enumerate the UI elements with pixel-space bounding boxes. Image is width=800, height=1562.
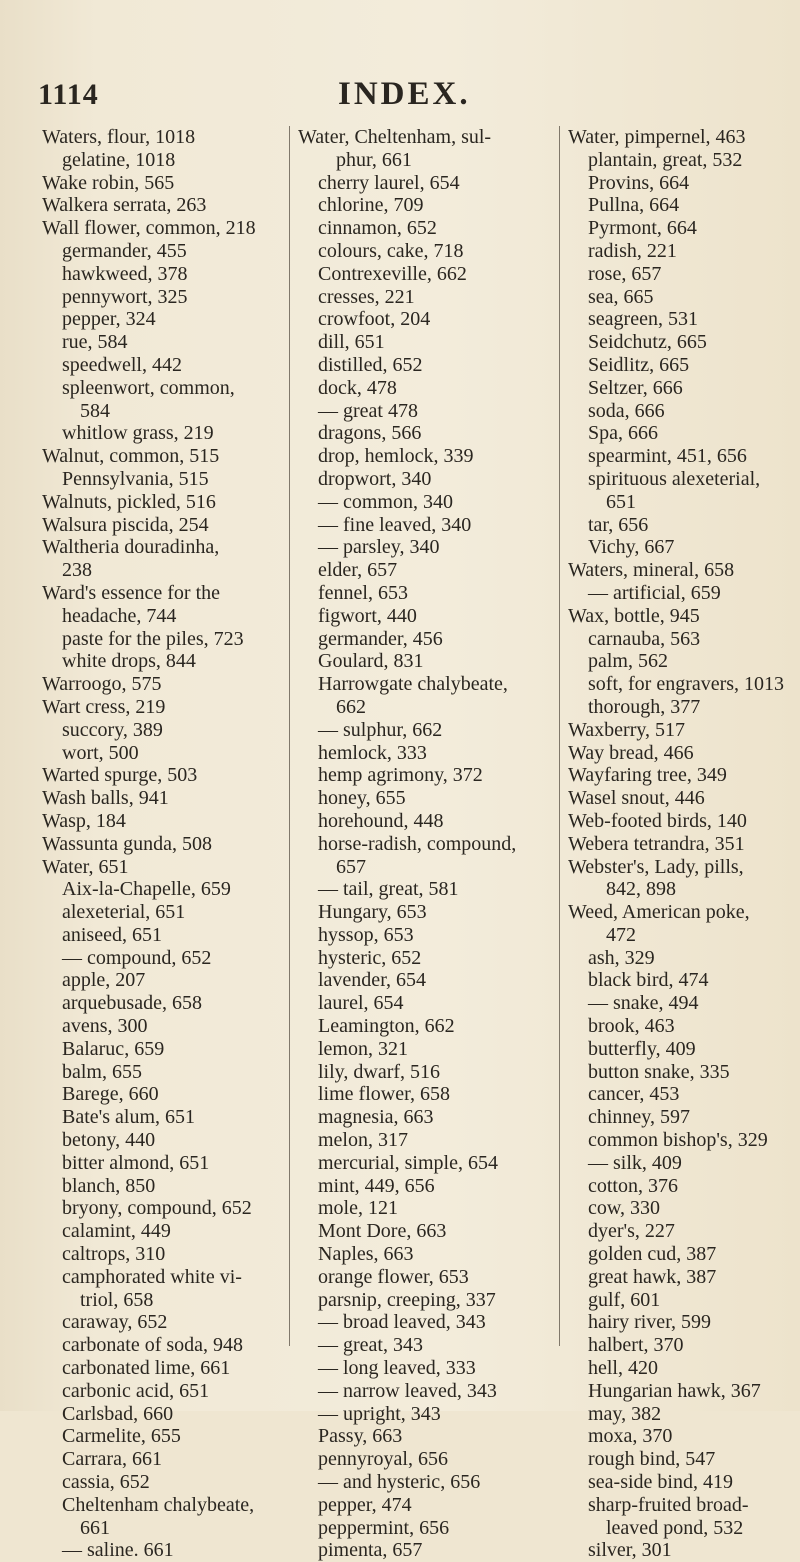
index-entry: lily, dwarf, 516 (318, 1060, 441, 1083)
column-divider (559, 126, 560, 1346)
index-entry: thorough, 377 (588, 695, 701, 718)
index-entry: — narrow leaved, 343 (318, 1379, 497, 1402)
index-entry: — silk, 409 (588, 1151, 682, 1174)
index-entry: — snake, 494 (588, 992, 699, 1015)
index-entry: hell, 420 (588, 1357, 658, 1380)
index-entry: rough bind, 547 (588, 1448, 716, 1471)
index-entry: Wake robin, 565 (42, 171, 175, 194)
index-entry: Aix-la-Chapelle, 659 (62, 878, 231, 901)
index-entry: leaved pond, 532 (606, 1516, 744, 1539)
index-entry: hawkweed, 378 (62, 262, 188, 285)
index-entry: lemon, 321 (318, 1037, 408, 1060)
index-entry: Water, Cheltenham, sul- (298, 126, 492, 148)
index-entry: cherry laurel, 654 (318, 171, 460, 194)
index-entry: 842, 898 (606, 878, 676, 901)
index-entry: 657 (336, 855, 366, 878)
index-entry: Pennsylvania, 515 (62, 467, 209, 490)
index-entry: 238 (62, 559, 92, 582)
index-entry: blanch, 850 (62, 1174, 156, 1197)
index-entry: whitlow grass, 219 (62, 422, 214, 445)
index-entry: Wasp, 184 (42, 809, 126, 832)
index-entry: carbonic acid, 651 (62, 1379, 210, 1402)
index-entry: 661 (80, 1516, 110, 1539)
index-entry: Pullna, 664 (588, 194, 680, 217)
index-entry: Warted spurge, 503 (42, 764, 198, 787)
index-entry: parsnip, creeping, 337 (318, 1288, 496, 1311)
index-entry: peppermint, 656 (318, 1516, 450, 1539)
index-entry: great hawk, 387 (588, 1265, 717, 1288)
index-entry: chinney, 597 (588, 1106, 691, 1129)
index-entry: sea, 665 (588, 285, 654, 308)
index-entry: Webster's, Lady, pills, (568, 855, 744, 878)
index-entry: — saline. 661 (62, 1539, 174, 1562)
index-entry: mercurial, simple, 654 (318, 1151, 498, 1174)
index-entry: — parsley, 340 (318, 536, 440, 559)
index-entry: cow, 330 (588, 1197, 661, 1220)
index-entry: Wasel snout, 446 (568, 787, 705, 810)
index-entry: mole, 121 (318, 1197, 398, 1220)
index-entry: seagreen, 531 (588, 308, 698, 331)
index-entry: Spa, 666 (588, 422, 658, 445)
index-entry: sea-side bind, 419 (588, 1471, 733, 1494)
index-entry: Waters, flour, 1018 (42, 126, 196, 148)
index-entry: palm, 562 (588, 650, 668, 673)
index-entry: orange flower, 653 (318, 1265, 469, 1288)
index-entry: pimenta, 657 (318, 1539, 423, 1562)
index-entry: honey, 655 (318, 787, 406, 810)
index-entry: Carlsbad, 660 (62, 1402, 174, 1425)
index-entry: Naples, 663 (318, 1243, 414, 1266)
index-entry: lavender, 654 (318, 969, 427, 992)
index-entry: Carrara, 661 (62, 1448, 162, 1471)
index-entry: tar, 656 (588, 513, 649, 536)
index-entry: 584 (80, 399, 110, 422)
index-entry: moxa, 370 (588, 1425, 673, 1448)
index-column-1 (42, 126, 312, 1562)
index-entry: — fine leaved, 340 (318, 513, 472, 536)
index-entry: hemp agrimony, 372 (318, 764, 483, 787)
index-entry: halbert, 370 (588, 1334, 684, 1357)
index-entry: soft, for engravers, 1013 (588, 673, 785, 696)
index-entry: Walnuts, pickled, 516 (42, 490, 216, 513)
index-entry: gelatine, 1018 (62, 148, 176, 171)
index-entry: rose, 657 (588, 262, 662, 285)
index-entry: ash, 329 (588, 946, 655, 969)
index-entry: — great 478 (318, 399, 418, 422)
index-entry: succory, 389 (62, 718, 163, 741)
index-entry: melon, 317 (318, 1129, 408, 1152)
index-entry: paste for the piles, 723 (62, 627, 244, 650)
index-entry: Passy, 663 (318, 1425, 403, 1448)
index-entry: distilled, 652 (318, 353, 423, 376)
index-entry: horehound, 448 (318, 809, 444, 832)
index-entry: chlorine, 709 (318, 194, 424, 217)
index-entry: betony, 440 (62, 1129, 156, 1152)
index-column-2 (298, 126, 570, 1562)
index-entry: caltrops, 310 (62, 1243, 166, 1266)
index-entry: Seltzer, 666 (588, 376, 683, 399)
index-entry: Wart cress, 219 (42, 695, 166, 718)
index-column-3 (568, 126, 800, 1562)
index-entry: colours, cake, 718 (318, 239, 464, 262)
index-entry: Barege, 660 (62, 1083, 159, 1106)
index-entry: aniseed, 651 (62, 923, 162, 946)
index-entry: silver, 301 (588, 1539, 672, 1562)
index-entry: dropwort, 340 (318, 467, 432, 490)
index-entry: carnauba, 563 (588, 627, 701, 650)
index-entry: fennel, 653 (318, 581, 408, 604)
index-entry: cassia, 652 (62, 1471, 150, 1494)
index-entry: bryony, compound, 652 (62, 1197, 252, 1220)
index-entry: Wash balls, 941 (42, 787, 169, 810)
index-entry: Wax, bottle, 945 (568, 604, 700, 627)
index-entry: rue, 584 (62, 331, 128, 354)
index-entry: Water, pimpernel, 463 (568, 126, 746, 148)
index-entry: radish, 221 (588, 239, 677, 262)
index-entry: calamint, 449 (62, 1220, 171, 1243)
index-entry: dock, 478 (318, 376, 397, 399)
index-entry: Waltheria douradinha, (42, 536, 220, 559)
index-entry: Seidchutz, 665 (588, 331, 707, 354)
index-entry: Harrowgate chalybeate, (318, 673, 508, 696)
index-entry: spearmint, 451, 656 (588, 445, 747, 468)
index-entry: triol, 658 (80, 1288, 154, 1311)
index-entry: Pyrmont, 664 (588, 217, 697, 240)
index-entry: drop, hemlock, 339 (318, 445, 474, 468)
index-entry: Hungary, 653 (318, 901, 427, 924)
index-entry: magnesia, 663 (318, 1106, 434, 1129)
index-entry: 472 (606, 923, 636, 946)
index-entry: alexeterial, 651 (62, 901, 186, 924)
index-entry: spirituous alexeterial, (588, 467, 761, 490)
index-entry: headache, 744 (62, 604, 177, 627)
index-entry: white drops, 844 (62, 650, 196, 673)
index-entry: butterfly, 409 (588, 1037, 696, 1060)
index-entry: laurel, 654 (318, 992, 404, 1015)
index-entry: Walkera serrata, 263 (42, 194, 207, 217)
index-entry: Balaruc, 659 (62, 1037, 165, 1060)
index-entry: hemlock, 333 (318, 741, 427, 764)
index-entry: Weed, American poke, (568, 901, 750, 924)
index-entry: — long leaved, 333 (318, 1357, 476, 1380)
index-entry: caraway, 652 (62, 1311, 168, 1334)
index-entry: Web-footed birds, 140 (568, 809, 747, 832)
index-entry: horse-radish, compound, (318, 832, 517, 855)
index-entry: Webera tetrandra, 351 (568, 832, 745, 855)
index-entry: Cheltenham chalybeate, (62, 1493, 255, 1516)
index-entry: dragons, 566 (318, 422, 422, 445)
index-entry: Way bread, 466 (568, 741, 694, 764)
index-entry: cancer, 453 (588, 1083, 680, 1106)
page-header (0, 78, 800, 118)
index-entry: figwort, 440 (318, 604, 417, 627)
index-columns (0, 126, 800, 1562)
index-entry: Wassunta gunda, 508 (42, 832, 213, 855)
index-entry: apple, 207 (62, 969, 146, 992)
index-entry: black bird, 474 (588, 969, 709, 992)
index-entry: Seidlitz, 665 (588, 353, 690, 376)
index-entry: cinnamon, 652 (318, 217, 437, 240)
index-entry: Wayfaring tree, 349 (568, 764, 727, 787)
index-entry: Ward's essence for the (42, 581, 221, 604)
index-entry: may, 382 (588, 1402, 662, 1425)
index-entry: hairy river, 599 (588, 1311, 712, 1334)
index-entry: Mont Dore, 663 (318, 1220, 447, 1243)
index-entry: Leamington, 662 (318, 1015, 455, 1038)
index-entry: Goulard, 831 (318, 650, 424, 673)
index-entry: Waxberry, 517 (568, 718, 686, 741)
index-entry: Wall flower, common, 218 (42, 217, 256, 240)
index-entry: elder, 657 (318, 559, 398, 582)
index-entry: soda, 666 (588, 399, 665, 422)
index-entry: dyer's, 227 (588, 1220, 675, 1243)
index-entry: brook, 463 (588, 1015, 675, 1038)
index-entry: cresses, 221 (318, 285, 415, 308)
index-entry: Bate's alum, 651 (62, 1106, 196, 1129)
index-entry: — artificial, 659 (588, 581, 721, 604)
index-entry: pepper, 474 (318, 1493, 412, 1516)
index-entry: — tail, great, 581 (318, 878, 459, 901)
index-entry: Vichy, 667 (588, 536, 675, 559)
index-entry: phur, 661 (336, 148, 412, 171)
index-entry: — common, 340 (318, 490, 453, 513)
index-entry: bitter almond, 651 (62, 1151, 210, 1174)
index-entry: pennywort, 325 (62, 285, 188, 308)
index-entry: mint, 449, 656 (318, 1174, 435, 1197)
index-entry: common bishop's, 329 (588, 1129, 768, 1152)
index-entry: pennyroyal, 656 (318, 1448, 448, 1471)
index-entry: lime flower, 658 (318, 1083, 450, 1106)
index-entry: spleenwort, common, (62, 376, 235, 399)
index-entry: — great, 343 (318, 1334, 423, 1357)
index-entry: dill, 651 (318, 331, 385, 354)
index-entry: Water, 651 (42, 855, 129, 878)
index-entry: 651 (606, 490, 636, 513)
index-entry: — upright, 343 (318, 1402, 441, 1425)
index-entry: button snake, 335 (588, 1060, 730, 1083)
index-entry: hysteric, 652 (318, 946, 422, 969)
index-entry: speedwell, 442 (62, 353, 182, 376)
index-entry: germander, 455 (62, 239, 187, 262)
index-entry: — and hysteric, 656 (318, 1471, 481, 1494)
index-entry: carbonated lime, 661 (62, 1357, 231, 1380)
index-entry: Waters, mineral, 658 (568, 559, 735, 582)
index-entry: Walsura piscida, 254 (42, 513, 209, 536)
index-entry: pepper, 324 (62, 308, 156, 331)
index-entry: gulf, 601 (588, 1288, 661, 1311)
index-entry: arquebusade, 658 (62, 992, 202, 1015)
index-entry: Provins, 664 (588, 171, 690, 194)
index-entry: wort, 500 (62, 741, 139, 764)
index-entry: camphorated white vi- (62, 1265, 242, 1288)
page-title: INDEX. (338, 76, 471, 112)
index-entry: carbonate of soda, 948 (62, 1334, 244, 1357)
index-entry: crowfoot, 204 (318, 308, 431, 331)
index-entry: — compound, 652 (62, 946, 212, 969)
index-entry: Hungarian hawk, 367 (588, 1379, 761, 1402)
index-entry: cotton, 376 (588, 1174, 678, 1197)
index-entry: golden cud, 387 (588, 1243, 717, 1266)
index-entry: Warroogo, 575 (42, 673, 162, 696)
index-entry: germander, 456 (318, 627, 443, 650)
page-number: 1114 (38, 78, 99, 111)
index-entry: 662 (336, 695, 366, 718)
column-divider (289, 126, 290, 1346)
index-entry: avens, 300 (62, 1015, 148, 1038)
index-entry: Contrexeville, 662 (318, 262, 467, 285)
index-entry: Carmelite, 655 (62, 1425, 181, 1448)
index-entry: balm, 655 (62, 1060, 142, 1083)
index-entry: plantain, great, 532 (588, 148, 743, 171)
index-entry: hyssop, 653 (318, 923, 414, 946)
index-entry: — sulphur, 662 (318, 718, 443, 741)
index-entry: sharp-fruited broad- (588, 1493, 749, 1516)
index-entry: Walnut, common, 515 (42, 445, 220, 468)
index-entry: — broad leaved, 343 (318, 1311, 486, 1334)
